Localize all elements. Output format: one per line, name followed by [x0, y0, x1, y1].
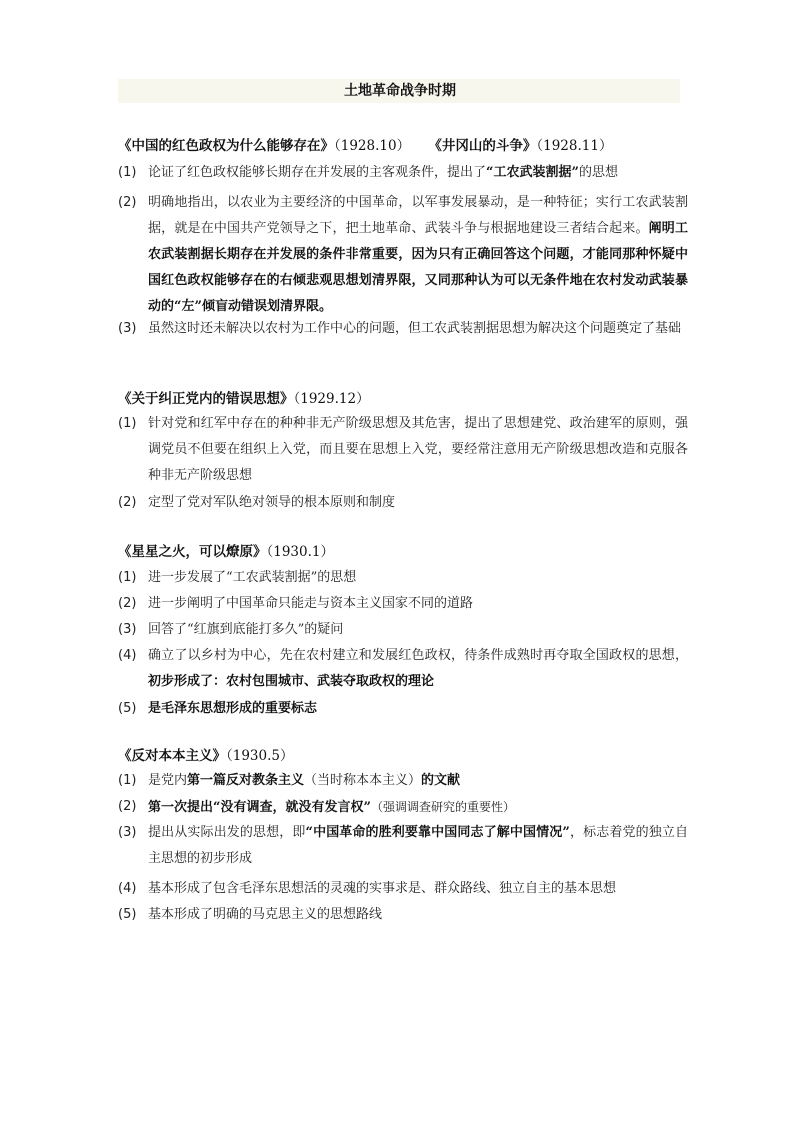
list-item — [118, 768, 688, 794]
work-title: 《中国的红色政权为什么能够存在》 — [118, 138, 334, 154]
item-number: (2) — [118, 495, 137, 510]
list-item — [118, 617, 688, 643]
item-emphasis: 第一次提出“没有调查，就没有发言权” — [148, 800, 371, 815]
work-date: （1929.12） — [293, 391, 370, 407]
work-date: （1930.1） — [266, 544, 334, 560]
item-emphasis: 的文献 — [421, 773, 461, 788]
item-number: (4) — [118, 648, 137, 663]
item-number: (5) — [118, 701, 137, 716]
item-number: (4) — [118, 881, 137, 896]
item-text: 基本形成了明确的马克思主义的思想路线 — [148, 907, 383, 922]
page-title: 土地革命战争时期 — [344, 83, 456, 99]
item-number: (1) — [118, 773, 137, 788]
list-item — [118, 876, 688, 902]
item-emphasis: 阐明工农武装割据长期存在并发展的条件非常重要，因为只有正确回答这个问题，才能同那种怀疑中国红色政权能够存在的右倾悲观思想划清界限，又同那种认为可以无条件地在农村发动武装暴动的“左”倾盲动错误划清界限。 — [148, 221, 688, 314]
list-item — [118, 820, 688, 872]
item-number: (1) — [118, 165, 137, 180]
item-text: （强调调查研究的重要性） — [370, 800, 515, 814]
item-number: (3) — [118, 622, 137, 637]
work-title: 《井冈山的斗争》 — [428, 138, 537, 154]
item-emphasis: 是毛泽东思想形成的重要标志 — [148, 701, 318, 716]
work-title: 《反对本本主义》 — [118, 748, 226, 764]
item-text: 的思想 — [578, 165, 618, 180]
list-item — [118, 591, 688, 617]
item-text: 明确地指出，以农业为主要经济的中国革命，以军事发展暴动，是一种特征；实行工农武装割据，就是在中国共产党领导之下，把土地革命、武装斗争与根据地建设三者结合起来。 — [148, 195, 688, 236]
list-item — [118, 696, 688, 722]
item-text: 进一步阐明了中国革命只能走与资本主义国家不同的道路 — [148, 596, 474, 611]
item-text: 虽然这时还未解决以农村为工作中心的问题，但工农武装割据思想为解决这个问题奠定了基础 — [148, 321, 682, 336]
section-heading — [118, 136, 612, 156]
item-number: (2) — [118, 195, 137, 210]
item-emphasis: “工农武装割据” — [486, 165, 579, 180]
list-item — [118, 565, 688, 591]
item-emphasis: 初步形成了：农村包围城市、武装夺取政权的理论 — [148, 674, 435, 689]
work-title: 《星星之火，可以燎原》 — [118, 544, 267, 560]
item-text: 针对党和红军中存在的种种非无产阶级思想及其危害，提出了思想建党、政治建军的原则，强调党员不但要在组织上入党，而且要在思想上入党，要经常注意用无产阶级思想改造和克服各种非无产阶级思想 — [148, 416, 688, 483]
list-item — [118, 902, 688, 928]
item-number: (2) — [118, 596, 137, 611]
item-number: (3) — [118, 825, 137, 840]
item-text: 论证了红色政权能够长期存在并发展的主客观条件，提出了 — [148, 165, 487, 180]
item-text: 提出从实际出发的思想，即 — [148, 825, 306, 840]
item-emphasis: 第一篇反对教条主义 — [187, 773, 305, 788]
item-text: （当时称本本主义） — [304, 773, 422, 788]
item-emphasis: “中国革命的胜利要靠中国同志了解中国情况” — [305, 825, 570, 840]
item-text: ，标志着党的独立自主思想的初步形成 — [148, 825, 688, 866]
item-text: 是党内 — [148, 773, 188, 788]
list-item — [118, 490, 688, 516]
list-item — [118, 190, 688, 320]
item-text: 基本形成了包含毛泽东思想活的灵魂的实事求是、群众路线、独立自主的基本思想 — [148, 881, 617, 896]
work-date: （1928.11） — [536, 138, 613, 154]
list-item — [118, 316, 688, 342]
section-heading — [118, 542, 334, 562]
item-text: 定型了党对军队绝对领导的根本原则和制度 — [148, 495, 396, 510]
section-heading — [118, 389, 370, 409]
item-number: (1) — [118, 570, 137, 585]
list-item — [118, 643, 688, 695]
section-heading — [118, 746, 294, 766]
list-item — [118, 411, 688, 489]
item-text: 回答了“红旗到底能打多久”的疑问 — [148, 622, 344, 637]
work-title: 《关于纠正党内的错误思想》 — [118, 391, 294, 407]
item-text: 确立了以乡村为中心，先在农村建立和发展红色政权，待条件成熟时再夺取全国政权的思想， — [148, 648, 688, 663]
item-number: (5) — [118, 907, 137, 922]
work-date: （1928.10） — [334, 138, 411, 154]
item-number: (3) — [118, 321, 137, 336]
list-item — [118, 794, 688, 821]
item-text: 进一步发展了“工农武装割据”的思想 — [148, 570, 357, 585]
work-date: （1930.5） — [226, 748, 294, 764]
item-number: (1) — [118, 416, 137, 431]
list-item — [118, 160, 688, 186]
item-number: (2) — [118, 799, 137, 814]
